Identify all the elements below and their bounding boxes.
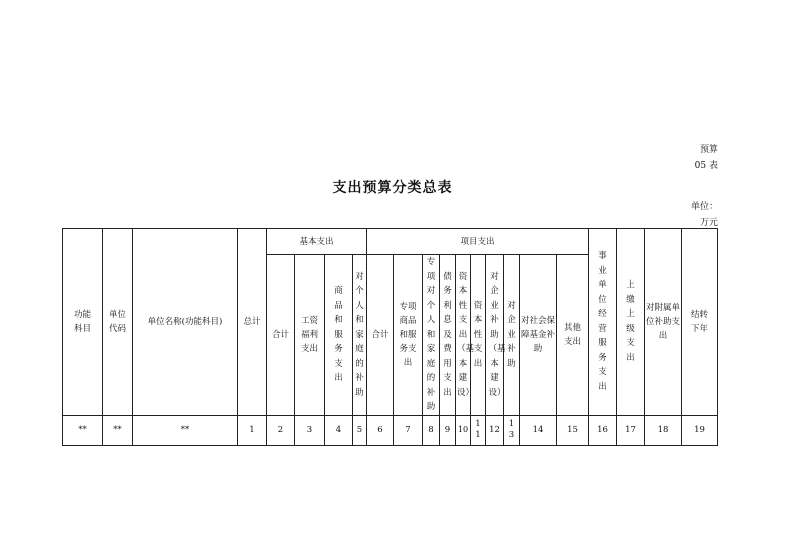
- header-basic-subtotal: 合计: [267, 255, 295, 416]
- unit-prefix: 单位：: [690, 202, 718, 212]
- header-capital: 资本性支出: [471, 255, 486, 416]
- index-cell: 10: [456, 415, 471, 445]
- index-cell: 12: [486, 415, 504, 445]
- index-cell: 8: [423, 415, 440, 445]
- index-cell: 5: [353, 415, 367, 445]
- header-personal-subsidy: 对个人和家庭的补助: [353, 255, 367, 416]
- group-basic-expenditure: 基本支出: [267, 229, 367, 255]
- header-remit-superior: 上缴上级支出: [617, 229, 645, 416]
- index-cell: 14: [520, 415, 557, 445]
- header-unit-code: 单位代码: [103, 229, 133, 416]
- index-cell: **: [103, 415, 133, 445]
- form-label: 预算: [699, 145, 718, 155]
- index-cell: 15: [557, 415, 589, 445]
- index-cell: 17: [617, 415, 645, 445]
- index-cell: **: [133, 415, 238, 445]
- form-number: [640, 142, 718, 174]
- index-cell: 19: [682, 415, 718, 445]
- header-wages-welfare: 工资福利支出: [295, 255, 325, 416]
- header-capital-construction: 资本性支出（基本建设）: [456, 255, 471, 416]
- index-cell: **: [63, 415, 103, 445]
- header-special-goods: 专项商品和服务支出: [394, 255, 423, 416]
- header-enterprise-subsidy: 对企业补助: [504, 255, 520, 416]
- index-cell: 6: [367, 415, 394, 445]
- unit-label: [640, 199, 718, 231]
- header-enterprise-construction: 对企业补助（基本建设）: [486, 255, 504, 416]
- header-debt-interest: 债务利息及费用支出: [440, 255, 456, 416]
- header-goods-services: 商品和服务支出: [325, 255, 353, 416]
- index-cell: 16: [589, 415, 617, 445]
- index-cell: 1: [238, 415, 267, 445]
- index-cell: 2: [267, 415, 295, 445]
- budget-table: [62, 228, 718, 446]
- group-project-expenditure: 项目支出: [367, 229, 589, 255]
- unit-value: 万元: [699, 218, 718, 228]
- header-business-service: 事业单位经营服务支出: [589, 229, 617, 416]
- index-cell: 9: [440, 415, 456, 445]
- header-project-subtotal: 合计: [367, 255, 394, 416]
- header-special-personal: 专项对个人和家庭的补助: [423, 255, 440, 416]
- index-cell: 4: [325, 415, 353, 445]
- form-code: 05 表: [694, 161, 718, 171]
- index-cell: 7: [394, 415, 423, 445]
- header-other: 其他支出: [557, 255, 589, 416]
- header-unit-name: 单位名称(功能科目): [133, 229, 238, 416]
- index-cell: 3: [295, 415, 325, 445]
- page-title: 支出预算分类总表: [332, 180, 453, 196]
- index-cell: 18: [645, 415, 682, 445]
- header-total: 总计: [238, 229, 267, 416]
- header-subsidiary-subsidy: 对附属单位补助支出: [645, 229, 682, 416]
- header-social-security: 对社会保障基金补助: [520, 255, 557, 416]
- header-function-subject: 功能科目: [63, 229, 103, 416]
- index-cell: 13: [504, 415, 520, 445]
- header-carryover: 结转下年: [682, 229, 718, 416]
- index-cell: 11: [471, 415, 486, 445]
